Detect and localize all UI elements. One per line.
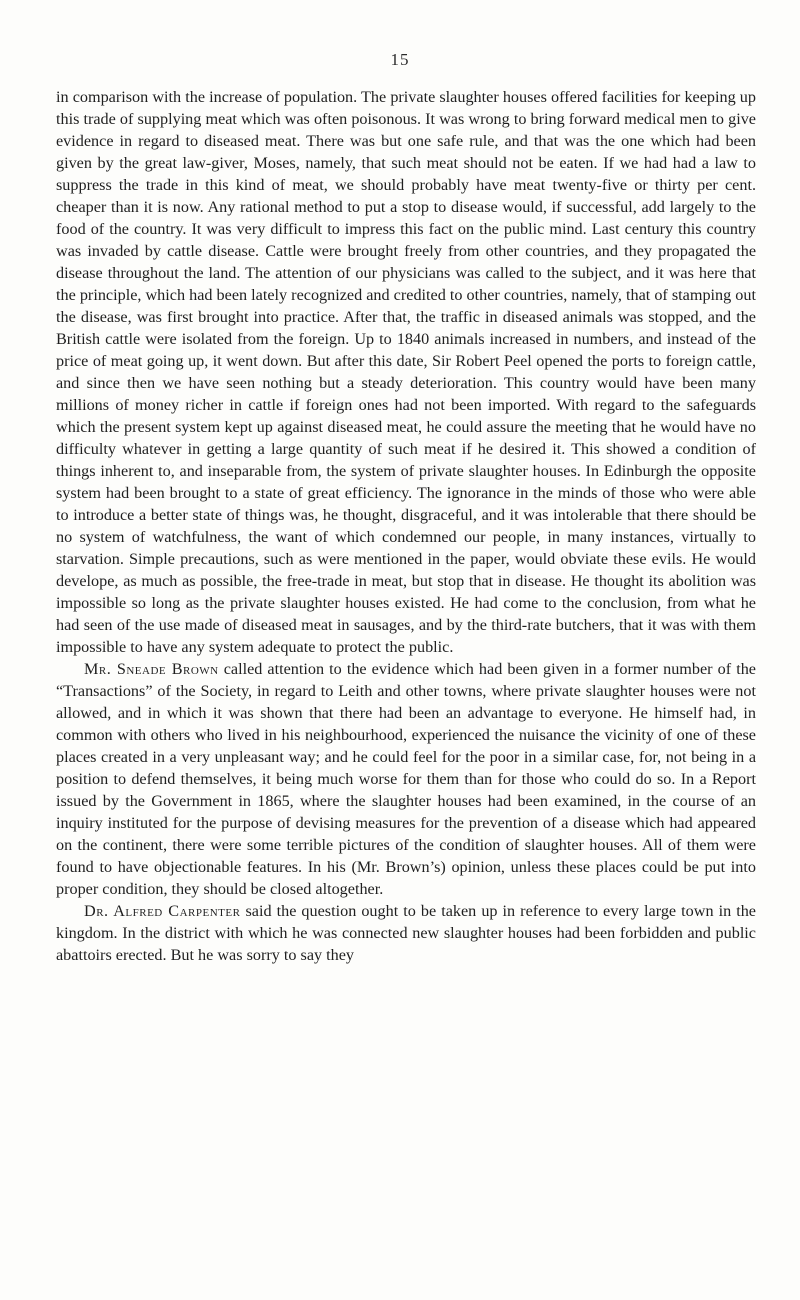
paragraph-3: [56, 900, 756, 966]
paragraph-1: in comparison with the increase of population. The private slaughter houses offered facilities for keeping up this trade of supplying meat which was often poisonous. It was wrong to bring forward medical men to give evidence in regard to diseased meat. There was but one safe rule, and that was the one which had been given by the great law-giver, Moses, namely, that such meat should not be eaten. If we had had a law to suppress the trade in this kind of meat, we should probably have meat twenty-five or thirty per cent. cheaper than it is now. Any rational method to put a stop to disease would, if successful, add largely to the food of the country. It was very difficult to impress this fact on the public mind. Last century this country was invaded by cattle disease. Cattle were brought freely from other countries, and they propagated the disease throughout the land. The attention of our physicians was called to the subject, and it was here that the principle, which had been lately recognized and credited to other countries, namely, that of stamping out the disease, was first brought into practice. After that, the traffic in diseased animals was stopped, and the British cattle were isolated from the foreign. Up to 1840 animals increased in numbers, and instead of the price of meat going up, it went down. But after this date, Sir Robert Peel opened the ports to foreign cattle, and since then we have seen nothing but a steady deterioration. This country would have been many millions of money richer in cattle if foreign ones had not been imported. With regard to the safeguards which the present system kept up against diseased meat, he could assure the meeting that he would have no difficulty whatever in getting a large quantity of such meat if he desired it. This showed a condition of things inherent to, and inseparable from, the system of private slaughter houses. In Edinburgh the opposite system had been brought to a state of great efficiency. The ignorance in the minds of those who were able to introduce a better state of things was, he thought, disgraceful, and it was intolerable that there should be no system of watchfulness, the want of which condemned our people, in many instances, virtually to starvation. Simple precautions, such as were mentioned in the paper, would obviate these evils. He would develope, as much as possible, the free-trade in meat, but stop that in disease. He thought its abolition was impossible so long as the private slaughter houses existed. He had come to the conclusion, from what he had seen of the use made of diseased meat in sausages, and by the third-rate butchers, that it was with them impossible to have any system adequate to protect the public.: [56, 88, 756, 656]
paragraph-3-text: said the question ought to be taken up in reference to every large town in the kingdom. In the district with which he was connected new slaughter houses had been forbidden and public abattoirs erected. But he was sorry to say they: [56, 902, 756, 964]
body-text: [56, 86, 756, 966]
speaker-name: Mr. Sneade Brown: [84, 660, 219, 678]
paragraph-2-text: called attention to the evidence which had been given in a former number of the “Transactions” of the Society, in regard to Leith and other towns, where private slaughter houses were not allowed, and in which it was shown that there had been an advantage to everyone. He himself had, in common with others who lived in his neighbourhood, experienced the nuisance the vicinity of one of these places created in a very unpleasant way; and he could feel for the poor in a similar case, for, not being in a position to defend themselves, it being much worse for them than for those who could do so. In a Report issued by the Government in 1865, where the slaughter houses had been examined, in the course of an inquiry instituted for the purpose of devising measures for the prevention of a disease which had appeared on the continent, there were some terrible pictures of the condition of slaughter houses. All of them were found to have objectionable features. In his (Mr. Brown’s) opinion, unless these places could be put into proper condition, they should be closed altogether.: [56, 660, 756, 898]
paragraph-2: [56, 658, 756, 900]
page-number: 15: [390, 50, 410, 69]
speaker-name: Dr. Alfred Carpenter: [84, 902, 241, 920]
